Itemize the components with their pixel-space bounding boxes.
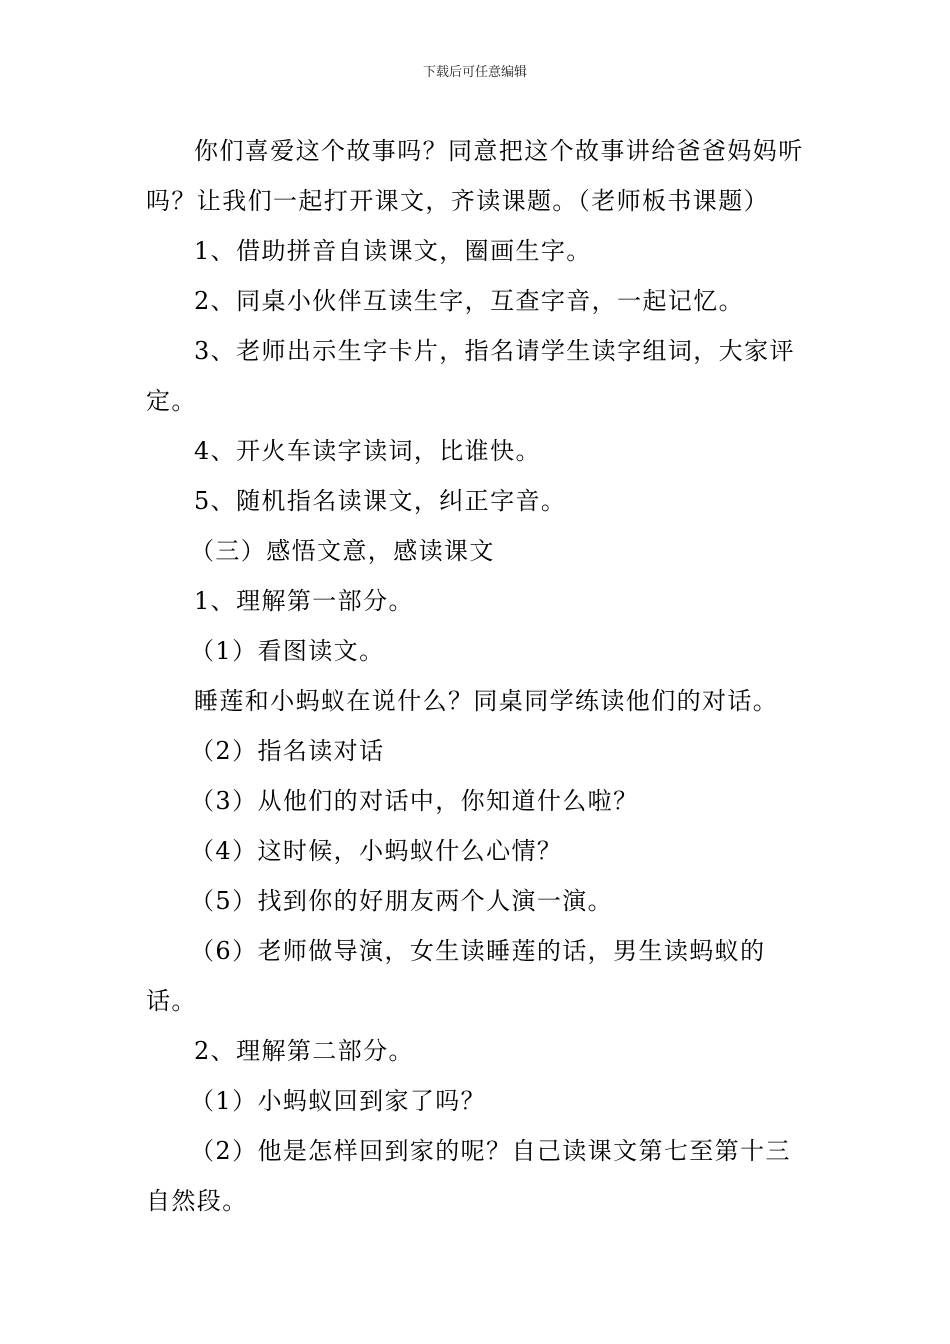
- paragraph-part-two-sub-1: （1）小蚂蚁回到家了吗？: [190, 1087, 487, 1115]
- paragraph-sub-4: （4）这时候，小蚂蚁什么心情？: [190, 837, 563, 865]
- paragraph-part-one: 1、理解第一部分。: [194, 587, 414, 615]
- paragraph-sub-6: （6）老师做导演，女生读睡莲的话，男生读蚂蚁的话。: [146, 937, 766, 1015]
- paragraph-step-3: 3、老师出示生字卡片，指名请学生读字组词，大家评定。: [146, 337, 795, 415]
- section-heading-three: （三）感悟文意，感读课文: [190, 537, 495, 565]
- paragraph-story-intro: 你们喜爱这个故事吗？同意把这个故事讲给爸爸妈妈听吗？让我们一起打开课文，齐读课题。（老师板书课题）: [146, 137, 804, 215]
- paragraph-step-2: 2、同桌小伙伴互读生字，互查字音，一起记忆。: [194, 287, 745, 315]
- paragraph-step-1: 1、借助拼音自读课文，圈画生字。: [194, 237, 592, 265]
- page-header-note: 下载后可任意编辑: [422, 65, 527, 80]
- paragraph-sub-3: （3）从他们的对话中，你知道什么啦？: [190, 787, 639, 815]
- document-body: [146, 126, 810, 1226]
- paragraph-step-4: 4、开火车读字读词，比谁快。: [194, 437, 541, 465]
- paragraph-sub-1: （1）看图读文。: [190, 637, 385, 665]
- paragraph-part-two: 2、理解第二部分。: [194, 1037, 414, 1065]
- paragraph-sub-2: （2）指名读对话: [190, 737, 385, 765]
- paragraph-sub-5: （5）找到你的好朋友两个人演一演。: [190, 887, 614, 915]
- paragraph-part-two-sub-2: （2）他是怎样回到家的呢？自己读课文第七至第十三自然段。: [146, 1137, 791, 1215]
- paragraph-dialogue-question: 睡莲和小蚂蚁在说什么？同桌同学练读他们的对话。: [194, 687, 779, 715]
- paragraph-step-5: 5、随机指名读课文，纠正字音。: [194, 487, 567, 515]
